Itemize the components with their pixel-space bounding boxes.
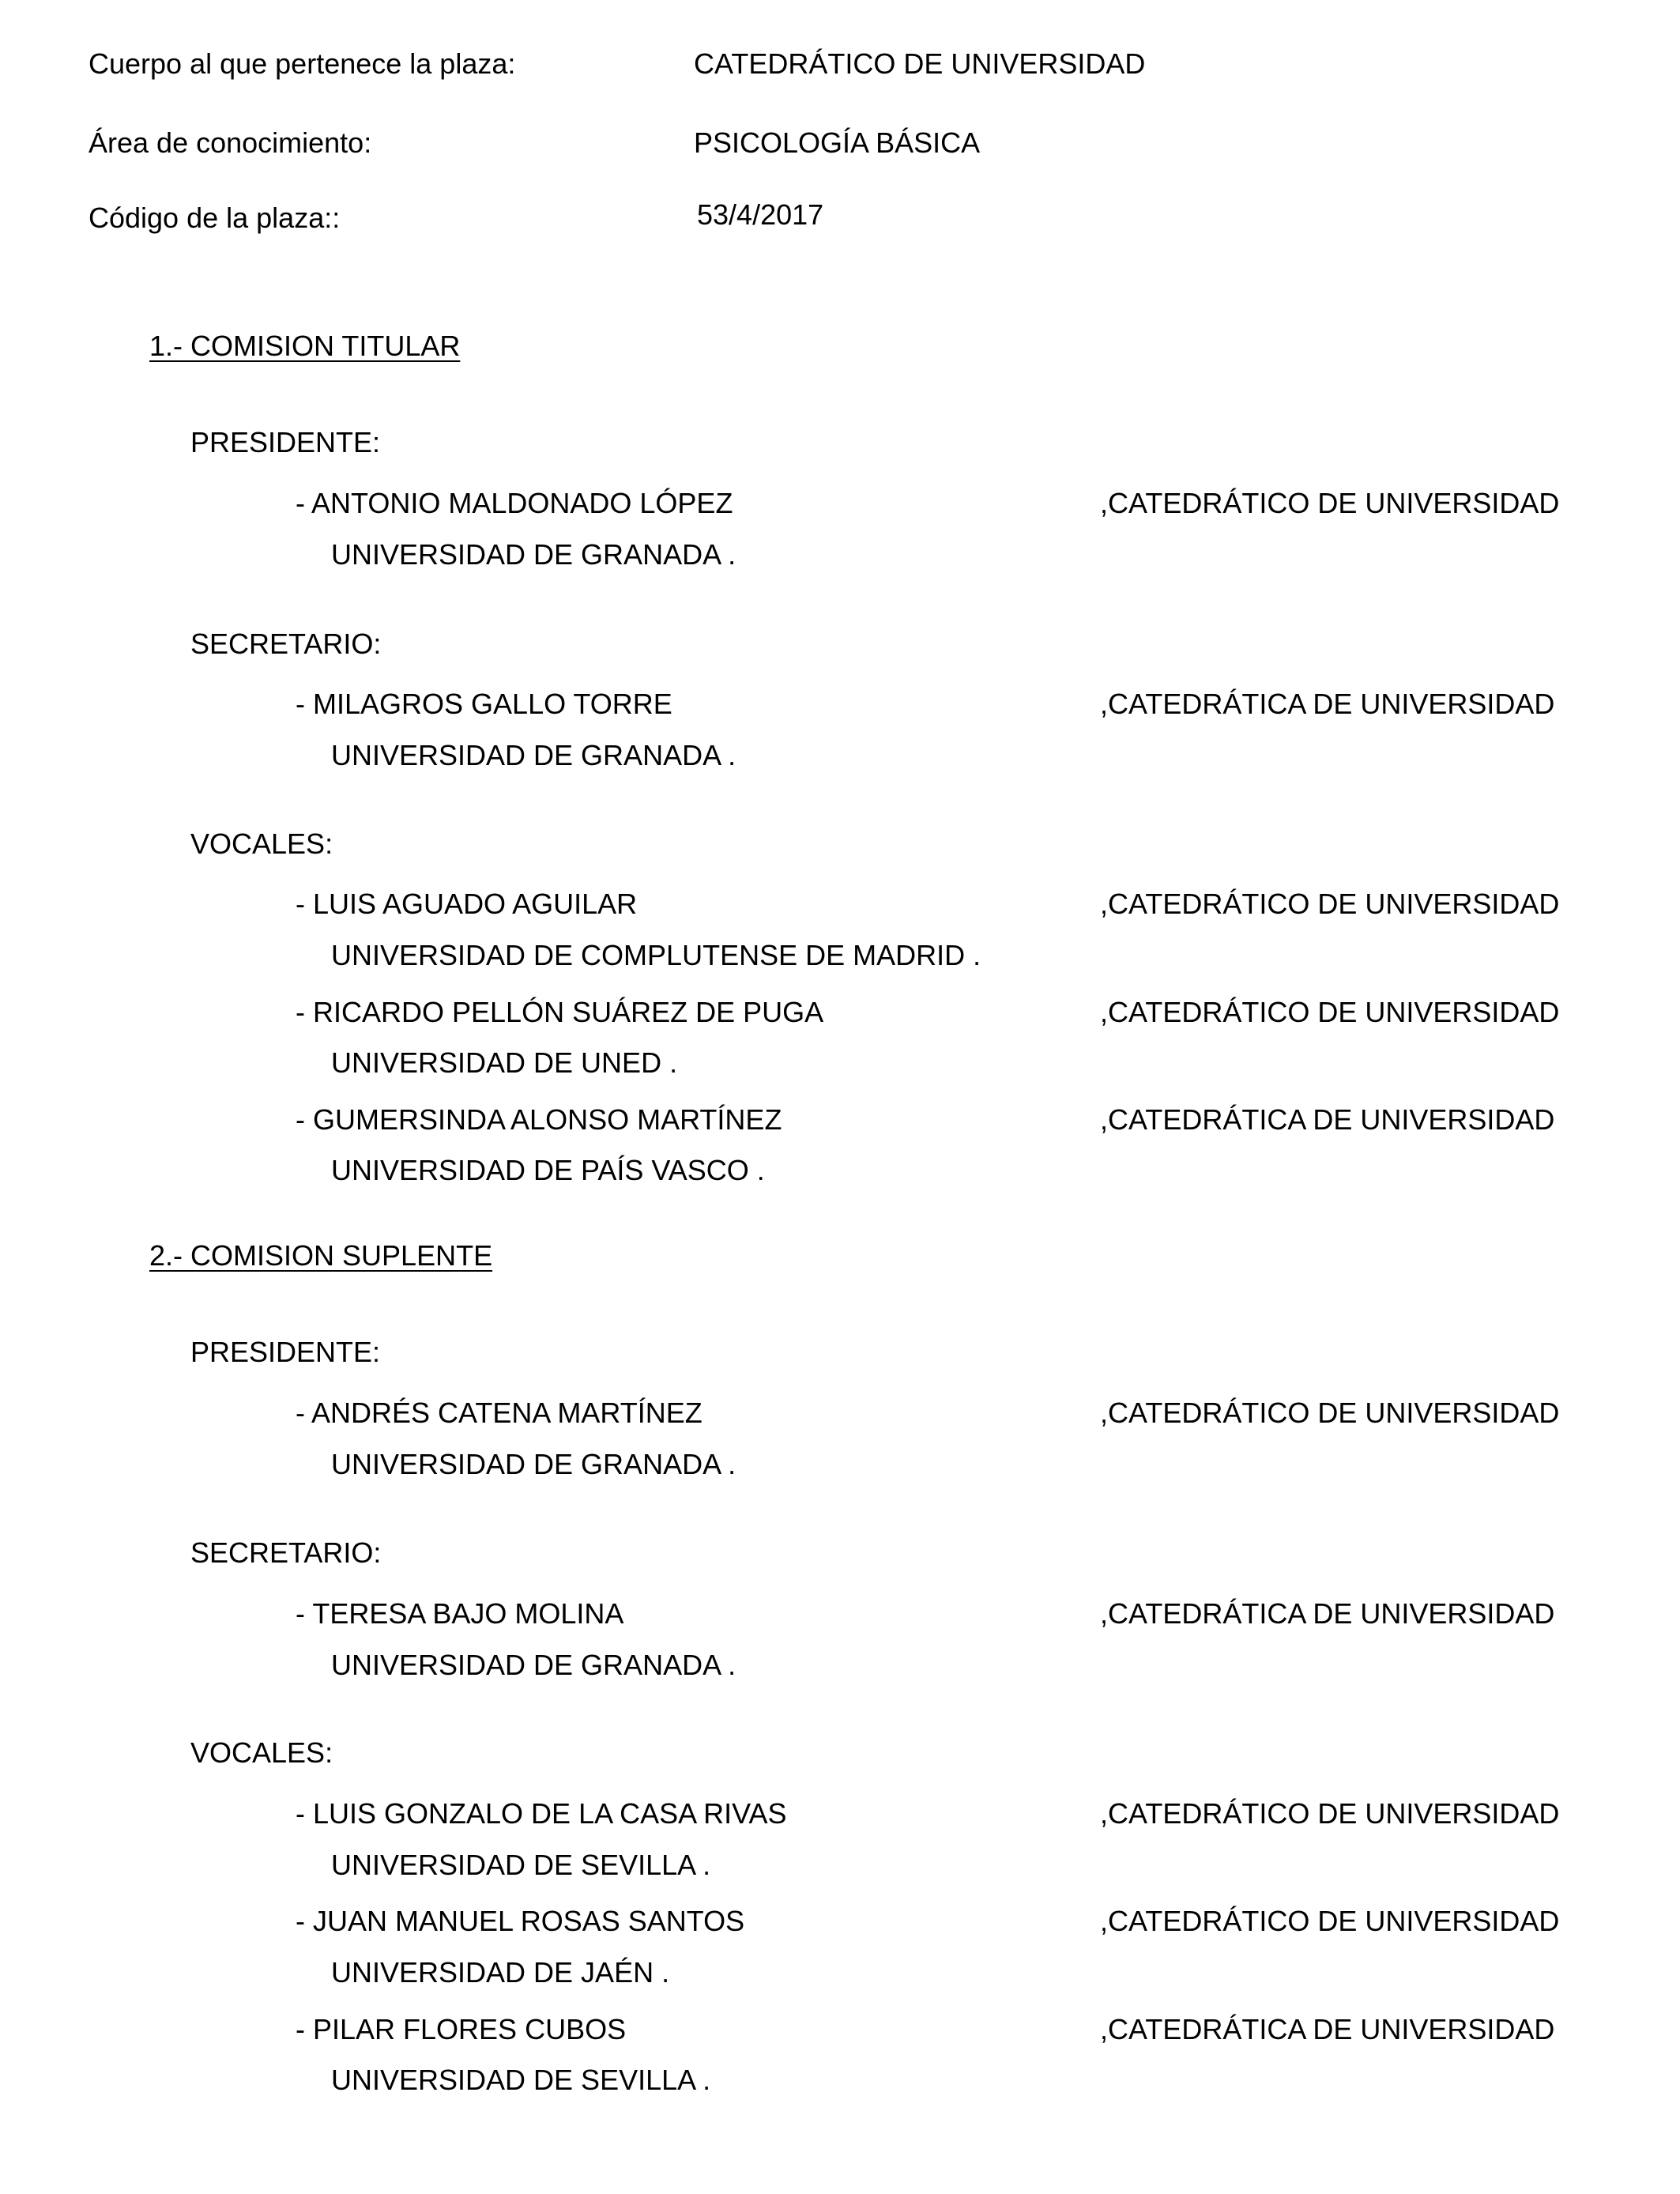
titular-secretario-university: UNIVERSIDAD DE GRANADA . xyxy=(331,739,736,771)
titular-vocal-2-university: UNIVERSIDAD DE UNED . xyxy=(331,1046,678,1079)
titular-presidente-name: - ANTONIO MALDONADO LÓPEZ xyxy=(296,487,733,519)
area-label: Área de conocimiento: xyxy=(89,126,372,159)
suplente-vocal-3-name: - PILAR FLORES CUBOS xyxy=(296,2013,627,2045)
suplente-secretario-university: UNIVERSIDAD DE GRANADA . xyxy=(331,1649,736,1681)
titular-heading: 1.- COMISION TITULAR xyxy=(149,330,461,362)
titular-presidente-label: PRESIDENTE: xyxy=(190,426,381,458)
suplente-heading: 2.- COMISION SUPLENTE xyxy=(149,1239,493,1272)
titular-secretario-position: ,CATEDRÁTICA DE UNIVERSIDAD xyxy=(1100,688,1555,720)
cuerpo-value: CATEDRÁTICO DE UNIVERSIDAD xyxy=(694,47,1146,80)
suplente-presidente-name: - ANDRÉS CATENA MARTÍNEZ xyxy=(296,1397,703,1429)
suplente-vocal-1-university: UNIVERSIDAD DE SEVILLA . xyxy=(331,1849,711,1881)
titular-vocales-label: VOCALES: xyxy=(190,827,333,860)
suplente-vocal-1-name: - LUIS GONZALO DE LA CASA RIVAS xyxy=(296,1797,787,1830)
codigo-value: 53/4/2017 xyxy=(697,198,824,231)
titular-vocal-3-position: ,CATEDRÁTICA DE UNIVERSIDAD xyxy=(1100,1103,1555,1136)
suplente-presidente-university: UNIVERSIDAD DE GRANADA . xyxy=(331,1448,736,1480)
suplente-vocal-2-university: UNIVERSIDAD DE JAÉN . xyxy=(331,1956,670,1989)
suplente-presidente-label: PRESIDENTE: xyxy=(190,1336,381,1368)
suplente-vocales-label: VOCALES: xyxy=(190,1736,333,1769)
titular-vocal-2-position: ,CATEDRÁTICO DE UNIVERSIDAD xyxy=(1100,996,1560,1028)
titular-vocal-1-position: ,CATEDRÁTICO DE UNIVERSIDAD xyxy=(1100,888,1560,920)
suplente-secretario-position: ,CATEDRÁTICA DE UNIVERSIDAD xyxy=(1100,1597,1555,1630)
titular-vocal-1-university: UNIVERSIDAD DE COMPLUTENSE DE MADRID . xyxy=(331,939,981,971)
suplente-secretario-label: SECRETARIO: xyxy=(190,1536,382,1569)
titular-secretario-label: SECRETARIO: xyxy=(190,628,382,660)
titular-presidente-university: UNIVERSIDAD DE GRANADA . xyxy=(331,538,736,571)
titular-vocal-1-name: - LUIS AGUADO AGUILAR xyxy=(296,888,638,920)
titular-vocal-3-name: - GUMERSINDA ALONSO MARTÍNEZ xyxy=(296,1103,782,1136)
cuerpo-label: Cuerpo al que pertenece la plaza: xyxy=(89,47,516,80)
suplente-presidente-position: ,CATEDRÁTICO DE UNIVERSIDAD xyxy=(1100,1397,1560,1429)
suplente-vocal-2-position: ,CATEDRÁTICO DE UNIVERSIDAD xyxy=(1100,1905,1560,1937)
suplente-vocal-1-position: ,CATEDRÁTICO DE UNIVERSIDAD xyxy=(1100,1797,1560,1830)
titular-secretario-name: - MILAGROS GALLO TORRE xyxy=(296,688,672,720)
suplente-vocal-3-university: UNIVERSIDAD DE SEVILLA . xyxy=(331,2064,711,2096)
titular-presidente-position: ,CATEDRÁTICO DE UNIVERSIDAD xyxy=(1100,487,1560,519)
suplente-secretario-name: - TERESA BAJO MOLINA xyxy=(296,1597,624,1630)
suplente-vocal-2-name: - JUAN MANUEL ROSAS SANTOS xyxy=(296,1905,745,1937)
area-value: PSICOLOGÍA BÁSICA xyxy=(694,126,981,159)
suplente-vocal-3-position: ,CATEDRÁTICA DE UNIVERSIDAD xyxy=(1100,2013,1555,2045)
titular-vocal-3-university: UNIVERSIDAD DE PAÍS VASCO . xyxy=(331,1154,765,1186)
titular-vocal-2-name: - RICARDO PELLÓN SUÁREZ DE PUGA xyxy=(296,996,824,1028)
codigo-label: Código de la plaza:: xyxy=(89,202,341,234)
